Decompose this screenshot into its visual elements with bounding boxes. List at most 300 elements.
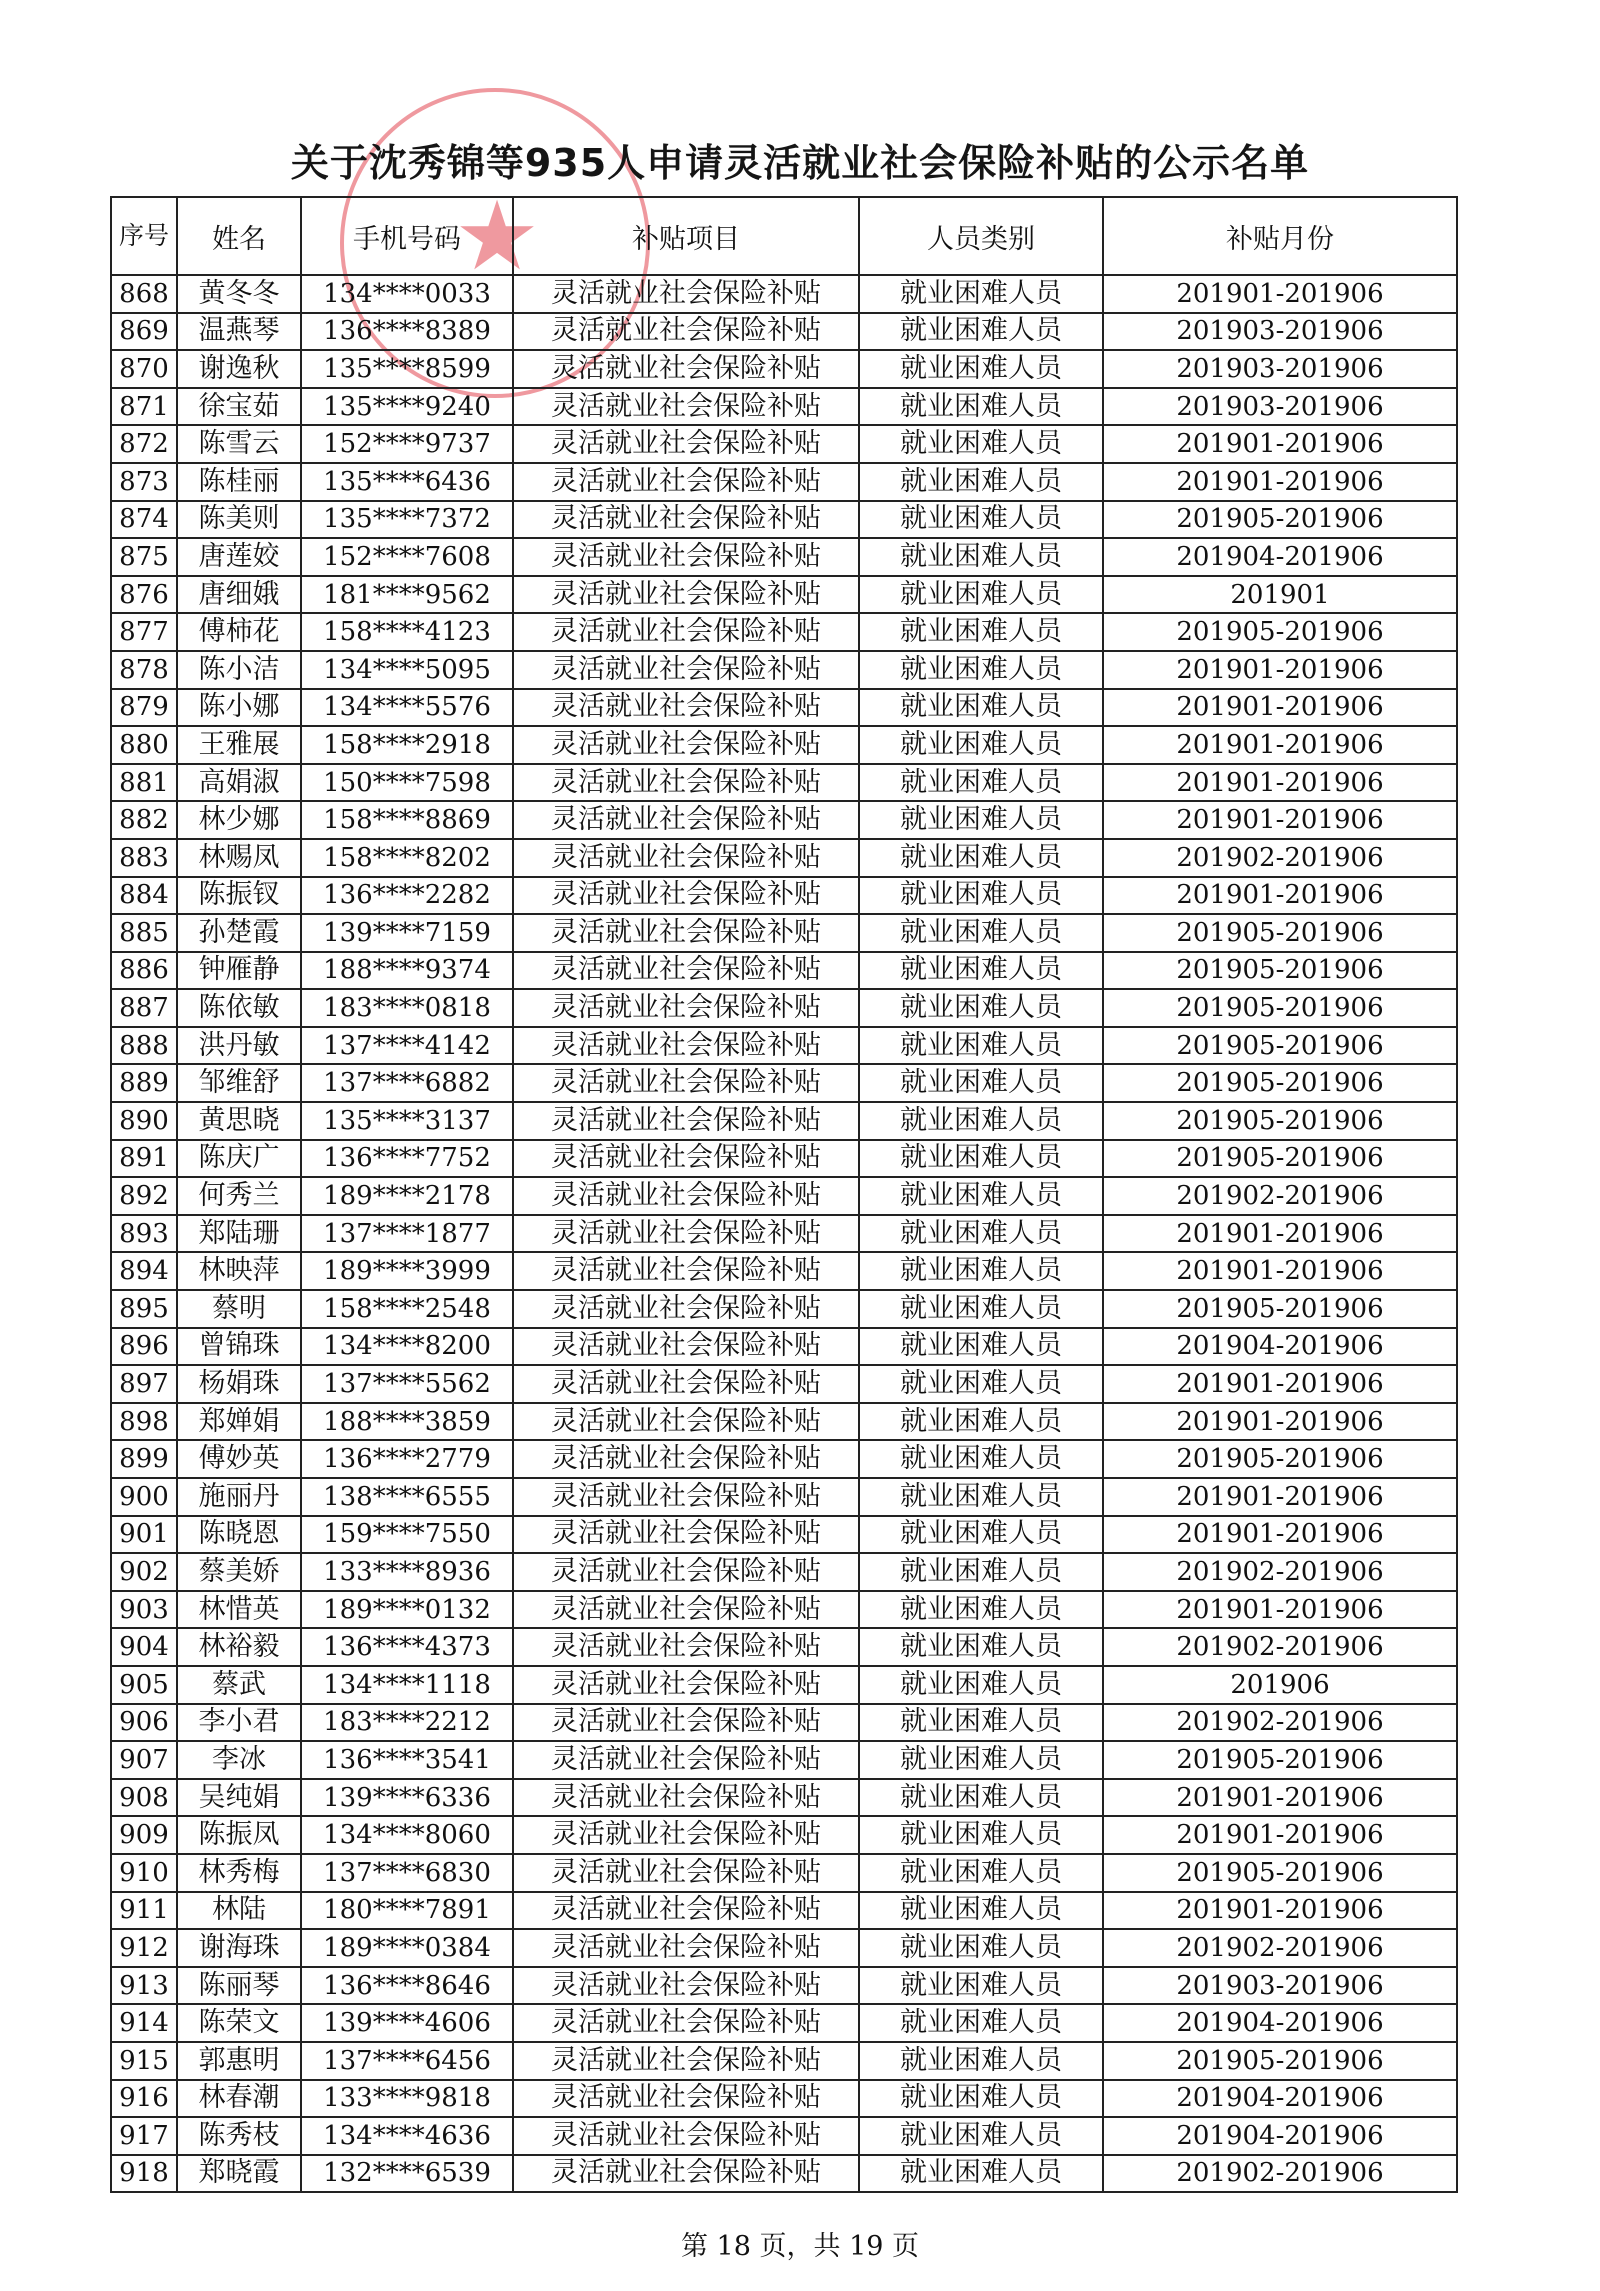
cell-type: 就业困难人员: [859, 1215, 1103, 1253]
table-row: [111, 801, 1457, 839]
cell-seq: 875: [111, 538, 177, 576]
table-row: [111, 2042, 1457, 2080]
cell-item: 灵活就业社会保险补贴: [513, 689, 859, 727]
cell-phone: 136****7752: [301, 1140, 513, 1178]
cell-item: 灵活就业社会保险补贴: [513, 2155, 859, 2193]
cell-period: 201901-201906: [1103, 1591, 1457, 1629]
cell-name: 邹维舒: [177, 1064, 301, 1102]
cell-name: 陈丽琴: [177, 1967, 301, 2005]
cell-phone: 134****1118: [301, 1666, 513, 1704]
cell-item: 灵活就业社会保险补贴: [513, 1553, 859, 1591]
table-row: [111, 1140, 1457, 1178]
cell-seq: 913: [111, 1967, 177, 2005]
table-row: [111, 1516, 1457, 1554]
cell-period: 201901-201906: [1103, 1252, 1457, 1290]
cell-item: 灵活就业社会保险补贴: [513, 1967, 859, 2005]
cell-name: 陈依敏: [177, 989, 301, 1027]
cell-period: 201903-201906: [1103, 350, 1457, 388]
cell-period: 201901-201906: [1103, 1215, 1457, 1253]
cell-phone: 188****3859: [301, 1403, 513, 1441]
table-row: [111, 613, 1457, 651]
cell-item: 灵活就业社会保险补贴: [513, 764, 859, 802]
cell-name: 林秀梅: [177, 1854, 301, 1892]
cell-type: 就业困难人员: [859, 651, 1103, 689]
cell-period: 201904-201906: [1103, 538, 1457, 576]
table-row: [111, 1102, 1457, 1140]
cell-item: 灵活就业社会保险补贴: [513, 2042, 859, 2080]
cell-name: 杨娟珠: [177, 1365, 301, 1403]
table-row: [111, 1365, 1457, 1403]
cell-type: 就业困难人员: [859, 952, 1103, 990]
cell-phone: 189****2178: [301, 1177, 513, 1215]
cell-period: 201906: [1103, 1666, 1457, 1704]
table-row: [111, 425, 1457, 463]
header-item: 补贴项目: [513, 197, 859, 275]
cell-seq: 874: [111, 501, 177, 539]
cell-name: 李冰: [177, 1741, 301, 1779]
cell-phone: 133****8936: [301, 1553, 513, 1591]
cell-seq: 916: [111, 2080, 177, 2118]
table-row: [111, 1177, 1457, 1215]
table-row: [111, 1666, 1457, 1704]
cell-phone: 134****0033: [301, 275, 513, 313]
table-row: [111, 388, 1457, 426]
cell-item: 灵活就业社会保险补贴: [513, 1252, 859, 1290]
table-row: [111, 1779, 1457, 1817]
cell-item: 灵活就业社会保险补贴: [513, 914, 859, 952]
cell-item: 灵活就业社会保险补贴: [513, 651, 859, 689]
cell-name: 陈雪云: [177, 425, 301, 463]
cell-period: 201905-201906: [1103, 914, 1457, 952]
cell-name: 郑婵娟: [177, 1403, 301, 1441]
header-type: 人员类别: [859, 197, 1103, 275]
cell-period: 201903-201906: [1103, 1967, 1457, 2005]
cell-phone: 137****6882: [301, 1064, 513, 1102]
cell-type: 就业困难人员: [859, 2117, 1103, 2155]
cell-phone: 137****6830: [301, 1854, 513, 1892]
table-row: [111, 463, 1457, 501]
cell-period: 201904-201906: [1103, 2117, 1457, 2155]
table-row: [111, 1027, 1457, 1065]
cell-item: 灵活就业社会保险补贴: [513, 538, 859, 576]
cell-phone: 134****8200: [301, 1328, 513, 1366]
cell-phone: 135****6436: [301, 463, 513, 501]
cell-phone: 139****6336: [301, 1779, 513, 1817]
cell-name: 蔡明: [177, 1290, 301, 1328]
cell-name: 谢海珠: [177, 1929, 301, 1967]
cell-seq: 889: [111, 1064, 177, 1102]
cell-period: 201905-201906: [1103, 1741, 1457, 1779]
cell-period: 201904-201906: [1103, 2080, 1457, 2118]
cell-seq: 911: [111, 1892, 177, 1930]
cell-seq: 910: [111, 1854, 177, 1892]
cell-seq: 890: [111, 1102, 177, 1140]
cell-name: 陈晓恩: [177, 1516, 301, 1554]
cell-name: 林映萍: [177, 1252, 301, 1290]
cell-name: 林春潮: [177, 2080, 301, 2118]
table-row: [111, 1967, 1457, 2005]
cell-seq: 881: [111, 764, 177, 802]
cell-period: 201905-201906: [1103, 1027, 1457, 1065]
cell-period: 201901-201906: [1103, 1516, 1457, 1554]
table-row: [111, 1440, 1457, 1478]
cell-name: 黄冬冬: [177, 275, 301, 313]
cell-type: 就业困难人员: [859, 914, 1103, 952]
cell-item: 灵活就业社会保险补贴: [513, 839, 859, 877]
cell-name: 陈美则: [177, 501, 301, 539]
cell-phone: 158****8202: [301, 839, 513, 877]
cell-name: 唐细娥: [177, 576, 301, 614]
table-row: [111, 952, 1457, 990]
cell-name: 唐莲姣: [177, 538, 301, 576]
cell-period: 201902-201906: [1103, 1704, 1457, 1742]
cell-name: 陈桂丽: [177, 463, 301, 501]
table-row: [111, 1064, 1457, 1102]
table-row: [111, 2004, 1457, 2042]
table-row: [111, 2155, 1457, 2193]
cell-name: 谢逸秋: [177, 350, 301, 388]
table-row: [111, 914, 1457, 952]
cell-name: 陈荣文: [177, 2004, 301, 2042]
cell-phone: 152****7608: [301, 538, 513, 576]
cell-period: 201901-201906: [1103, 764, 1457, 802]
cell-item: 灵活就业社会保险补贴: [513, 801, 859, 839]
cell-name: 傅柿花: [177, 613, 301, 651]
table-row: [111, 726, 1457, 764]
cell-seq: 873: [111, 463, 177, 501]
table-row: [111, 689, 1457, 727]
cell-type: 就业困难人员: [859, 1290, 1103, 1328]
cell-item: 灵活就业社会保险补贴: [513, 1215, 859, 1253]
cell-item: 灵活就业社会保险补贴: [513, 313, 859, 351]
cell-phone: 189****3999: [301, 1252, 513, 1290]
cell-type: 就业困难人员: [859, 801, 1103, 839]
table-row: [111, 1741, 1457, 1779]
cell-type: 就业困难人员: [859, 989, 1103, 1027]
cell-item: 灵活就业社会保险补贴: [513, 1628, 859, 1666]
table-row: [111, 1403, 1457, 1441]
roster-table: [110, 196, 1458, 2193]
cell-period: 201903-201906: [1103, 313, 1457, 351]
table-row: [111, 877, 1457, 915]
cell-name: 李小君: [177, 1704, 301, 1742]
cell-phone: 188****9374: [301, 952, 513, 990]
cell-item: 灵活就业社会保险补贴: [513, 501, 859, 539]
cell-item: 灵活就业社会保险补贴: [513, 1027, 859, 1065]
cell-period: 201905-201906: [1103, 1290, 1457, 1328]
cell-period: 201901-201906: [1103, 1816, 1457, 1854]
cell-item: 灵活就业社会保险补贴: [513, 1779, 859, 1817]
cell-name: 温燕琴: [177, 313, 301, 351]
cell-phone: 136****3541: [301, 1741, 513, 1779]
cell-seq: 903: [111, 1591, 177, 1629]
cell-type: 就业困难人员: [859, 1516, 1103, 1554]
header-phone: 手机号码: [301, 197, 513, 275]
cell-seq: 909: [111, 1816, 177, 1854]
table-row: [111, 839, 1457, 877]
cell-period: 201901-201906: [1103, 877, 1457, 915]
table-row: [111, 1704, 1457, 1742]
cell-type: 就业困难人员: [859, 1816, 1103, 1854]
cell-period: 201905-201906: [1103, 1102, 1457, 1140]
table-row: [111, 1929, 1457, 1967]
cell-type: 就业困难人员: [859, 350, 1103, 388]
cell-seq: 895: [111, 1290, 177, 1328]
cell-phone: 159****7550: [301, 1516, 513, 1554]
cell-type: 就业困难人员: [859, 1779, 1103, 1817]
cell-type: 就业困难人员: [859, 275, 1103, 313]
cell-phone: 134****5095: [301, 651, 513, 689]
cell-seq: 900: [111, 1478, 177, 1516]
cell-seq: 878: [111, 651, 177, 689]
cell-period: 201901-201906: [1103, 651, 1457, 689]
cell-type: 就业困难人员: [859, 425, 1103, 463]
cell-seq: 879: [111, 689, 177, 727]
cell-type: 就业困难人员: [859, 1929, 1103, 1967]
cell-period: 201902-201906: [1103, 2155, 1457, 2193]
cell-phone: 138****6555: [301, 1478, 513, 1516]
cell-item: 灵活就业社会保险补贴: [513, 1929, 859, 1967]
table-row: [111, 1328, 1457, 1366]
cell-name: 郭惠明: [177, 2042, 301, 2080]
table-row: [111, 651, 1457, 689]
cell-phone: 137****1877: [301, 1215, 513, 1253]
cell-name: 陈秀枝: [177, 2117, 301, 2155]
cell-item: 灵活就业社会保险补贴: [513, 1177, 859, 1215]
cell-item: 灵活就业社会保险补贴: [513, 425, 859, 463]
cell-item: 灵活就业社会保险补贴: [513, 1365, 859, 1403]
cell-seq: 892: [111, 1177, 177, 1215]
cell-item: 灵活就业社会保险补贴: [513, 388, 859, 426]
cell-phone: 136****8646: [301, 1967, 513, 2005]
cell-period: 201904-201906: [1103, 1328, 1457, 1366]
cell-name: 洪丹敏: [177, 1027, 301, 1065]
cell-period: 201901: [1103, 576, 1457, 614]
cell-period: 201901-201906: [1103, 689, 1457, 727]
cell-period: 201903-201906: [1103, 388, 1457, 426]
cell-type: 就业困难人员: [859, 2004, 1103, 2042]
cell-phone: 134****8060: [301, 1816, 513, 1854]
cell-seq: 905: [111, 1666, 177, 1704]
cell-phone: 136****2779: [301, 1440, 513, 1478]
cell-seq: 885: [111, 914, 177, 952]
cell-period: 201904-201906: [1103, 2004, 1457, 2042]
cell-type: 就业困难人员: [859, 1741, 1103, 1779]
table-row: [111, 1892, 1457, 1930]
cell-item: 灵活就业社会保险补贴: [513, 1666, 859, 1704]
cell-type: 就业困难人员: [859, 388, 1103, 426]
cell-item: 灵活就业社会保险补贴: [513, 1403, 859, 1441]
cell-period: 201902-201906: [1103, 1628, 1457, 1666]
cell-name: 郑晓霞: [177, 2155, 301, 2193]
cell-phone: 137****4142: [301, 1027, 513, 1065]
cell-item: 灵活就业社会保险补贴: [513, 2117, 859, 2155]
cell-item: 灵活就业社会保险补贴: [513, 1516, 859, 1554]
cell-type: 就业困难人员: [859, 1628, 1103, 1666]
cell-period: 201901-201906: [1103, 1478, 1457, 1516]
cell-item: 灵活就业社会保险补贴: [513, 2004, 859, 2042]
cell-period: 201905-201906: [1103, 989, 1457, 1027]
header-period: 补贴月份: [1103, 197, 1457, 275]
cell-seq: 886: [111, 952, 177, 990]
table-row: [111, 350, 1457, 388]
cell-seq: 876: [111, 576, 177, 614]
cell-name: 蔡美娇: [177, 1553, 301, 1591]
cell-phone: 158****2548: [301, 1290, 513, 1328]
cell-seq: 908: [111, 1779, 177, 1817]
cell-type: 就业困难人员: [859, 313, 1103, 351]
table-row: [111, 1252, 1457, 1290]
cell-phone: 152****9737: [301, 425, 513, 463]
cell-phone: 135****7372: [301, 501, 513, 539]
cell-item: 灵活就业社会保险补贴: [513, 1140, 859, 1178]
cell-item: 灵活就业社会保险补贴: [513, 1854, 859, 1892]
cell-name: 施丽丹: [177, 1478, 301, 1516]
header-name: 姓名: [177, 197, 301, 275]
cell-period: 201901-201906: [1103, 1892, 1457, 1930]
cell-phone: 136****4373: [301, 1628, 513, 1666]
cell-type: 就业困难人员: [859, 1027, 1103, 1065]
cell-name: 徐宝茹: [177, 388, 301, 426]
cell-name: 陈振凤: [177, 1816, 301, 1854]
cell-seq: 891: [111, 1140, 177, 1178]
cell-period: 201905-201906: [1103, 2042, 1457, 2080]
cell-seq: 907: [111, 1741, 177, 1779]
cell-phone: 139****7159: [301, 914, 513, 952]
cell-item: 灵活就业社会保险补贴: [513, 989, 859, 1027]
cell-period: 201902-201906: [1103, 839, 1457, 877]
table-row: [111, 501, 1457, 539]
cell-seq: 868: [111, 275, 177, 313]
cell-period: 201905-201906: [1103, 501, 1457, 539]
cell-phone: 133****9818: [301, 2080, 513, 2118]
cell-item: 灵活就业社会保险补贴: [513, 1816, 859, 1854]
table-row: [111, 1628, 1457, 1666]
cell-seq: 896: [111, 1328, 177, 1366]
cell-type: 就业困难人员: [859, 613, 1103, 651]
cell-period: 201901-201906: [1103, 1365, 1457, 1403]
cell-type: 就业困难人员: [859, 1252, 1103, 1290]
cell-item: 灵活就业社会保险补贴: [513, 1478, 859, 1516]
cell-seq: 870: [111, 350, 177, 388]
cell-period: 201905-201906: [1103, 1440, 1457, 1478]
table-row: [111, 1478, 1457, 1516]
cell-name: 黄思晓: [177, 1102, 301, 1140]
cell-item: 灵活就业社会保险补贴: [513, 1440, 859, 1478]
cell-seq: 898: [111, 1403, 177, 1441]
cell-type: 就业困难人员: [859, 1102, 1103, 1140]
cell-phone: 181****9562: [301, 576, 513, 614]
table-row: [111, 1215, 1457, 1253]
cell-seq: 880: [111, 726, 177, 764]
cell-period: 201902-201906: [1103, 1177, 1457, 1215]
cell-seq: 906: [111, 1704, 177, 1742]
cell-item: 灵活就业社会保险补贴: [513, 726, 859, 764]
table-row: [111, 576, 1457, 614]
cell-phone: 158****8869: [301, 801, 513, 839]
cell-type: 就业困难人员: [859, 1328, 1103, 1366]
cell-seq: 915: [111, 2042, 177, 2080]
cell-name: 蔡武: [177, 1666, 301, 1704]
cell-period: 201902-201906: [1103, 1553, 1457, 1591]
cell-phone: 135****8599: [301, 350, 513, 388]
cell-type: 就业困难人员: [859, 1591, 1103, 1629]
cell-name: 何秀兰: [177, 1177, 301, 1215]
cell-seq: 877: [111, 613, 177, 651]
cell-period: 201901-201906: [1103, 425, 1457, 463]
table-row: [111, 1854, 1457, 1892]
cell-type: 就业困难人员: [859, 2155, 1103, 2193]
cell-phone: 180****7891: [301, 1892, 513, 1930]
cell-seq: 887: [111, 989, 177, 1027]
cell-item: 灵活就业社会保险补贴: [513, 877, 859, 915]
cell-type: 就业困难人员: [859, 764, 1103, 802]
table-header-row: [111, 197, 1457, 275]
cell-item: 灵活就业社会保险补贴: [513, 350, 859, 388]
cell-seq: 912: [111, 1929, 177, 1967]
seal-star-icon: ★: [454, 180, 541, 292]
table-row: [111, 1816, 1457, 1854]
cell-name: 陈小洁: [177, 651, 301, 689]
cell-item: 灵活就业社会保险补贴: [513, 275, 859, 313]
cell-type: 就业困难人员: [859, 1704, 1103, 1742]
cell-seq: 917: [111, 2117, 177, 2155]
cell-phone: 183****2212: [301, 1704, 513, 1742]
cell-period: 201905-201906: [1103, 1064, 1457, 1102]
cell-type: 就业困难人员: [859, 1140, 1103, 1178]
cell-seq: 897: [111, 1365, 177, 1403]
cell-phone: 158****4123: [301, 613, 513, 651]
cell-name: 林少娜: [177, 801, 301, 839]
cell-item: 灵活就业社会保险补贴: [513, 463, 859, 501]
table-row: [111, 2080, 1457, 2118]
cell-item: 灵活就业社会保险补贴: [513, 2080, 859, 2118]
table-row: [111, 2117, 1457, 2155]
cell-name: 傅妙英: [177, 1440, 301, 1478]
cell-type: 就业困难人员: [859, 2042, 1103, 2080]
page-title: 关于沈秀锦等935人申请灵活就业社会保险补贴的公示名单: [290, 141, 1310, 185]
cell-seq: 894: [111, 1252, 177, 1290]
table-row: [111, 1591, 1457, 1629]
cell-period: 201901-201906: [1103, 1403, 1457, 1441]
cell-type: 就业困难人员: [859, 726, 1103, 764]
table-row: [111, 275, 1457, 313]
cell-seq: 914: [111, 2004, 177, 2042]
cell-type: 就业困难人员: [859, 1892, 1103, 1930]
cell-seq: 899: [111, 1440, 177, 1478]
cell-seq: 901: [111, 1516, 177, 1554]
cell-period: 201901-201906: [1103, 275, 1457, 313]
cell-item: 灵活就业社会保险补贴: [513, 1892, 859, 1930]
cell-type: 就业困难人员: [859, 1854, 1103, 1892]
cell-name: 王雅展: [177, 726, 301, 764]
cell-type: 就业困难人员: [859, 1478, 1103, 1516]
cell-period: 201901-201906: [1103, 463, 1457, 501]
cell-period: 201901-201906: [1103, 801, 1457, 839]
cell-item: 灵活就业社会保险补贴: [513, 1064, 859, 1102]
cell-type: 就业困难人员: [859, 538, 1103, 576]
cell-phone: 136****8389: [301, 313, 513, 351]
cell-name: 林赐凤: [177, 839, 301, 877]
table-row: [111, 764, 1457, 802]
cell-period: 201905-201906: [1103, 613, 1457, 651]
cell-type: 就业困难人员: [859, 1403, 1103, 1441]
cell-phone: 158****2918: [301, 726, 513, 764]
header-seq: 序号: [111, 197, 177, 275]
cell-name: 陈小娜: [177, 689, 301, 727]
cell-seq: 904: [111, 1628, 177, 1666]
cell-type: 就业困难人员: [859, 1365, 1103, 1403]
